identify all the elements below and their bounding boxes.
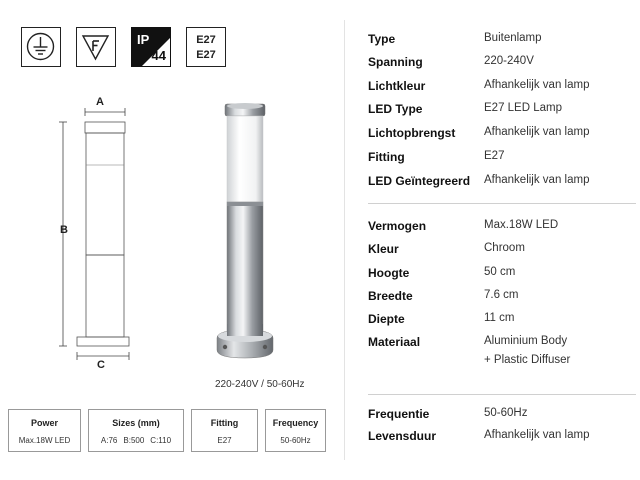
- spec-row-breedte: [368, 289, 638, 307]
- spec-key: Type: [368, 32, 396, 46]
- spec-value: Max.18W LED: [484, 219, 559, 231]
- section-divider: [368, 203, 636, 204]
- spec-value: Afhankelijk van lamp: [484, 429, 590, 441]
- spec-value: Chroom: [484, 242, 525, 254]
- f-mark-triangle-icon: [76, 27, 116, 67]
- spec-key: LED Geïntegreerd: [368, 174, 471, 188]
- dimension-label-c: C: [97, 359, 105, 371]
- spec-row-lichtopbrengst: [368, 126, 638, 144]
- fitting-badge-line2: E27: [196, 49, 216, 61]
- spec-value: Aluminium Body: [484, 335, 568, 347]
- spec-value: 7.6 cm: [484, 289, 519, 301]
- fitting-box: [191, 409, 258, 452]
- spec-key: Diepte: [368, 312, 405, 326]
- sizes-values: [89, 436, 183, 445]
- ip-rating-number: 44: [151, 48, 166, 63]
- spec-key: Fitting: [368, 150, 405, 164]
- spec-key: Frequentie: [368, 407, 430, 421]
- power-box: [8, 409, 81, 452]
- spec-row-frequentie: [368, 407, 638, 425]
- spec-value-line2: + Plastic Diffuser: [484, 354, 571, 366]
- spec-row-lichtkleur: [368, 79, 638, 97]
- spec-key: Lichtopbrengst: [368, 126, 456, 140]
- spec-key: Spanning: [368, 55, 423, 69]
- ip44-rating-badge: [131, 27, 171, 67]
- sizes-title: Sizes (mm): [112, 418, 160, 428]
- ip-label: IP: [137, 32, 150, 47]
- size-a: A:76: [100, 436, 118, 445]
- fitting-badge: [186, 27, 226, 67]
- dimension-label-a: A: [96, 96, 104, 108]
- product-photo: [205, 98, 285, 373]
- spec-row-led-type: [368, 102, 638, 120]
- spec-row-type: [368, 32, 638, 50]
- frequency-title: Frequency: [272, 418, 319, 428]
- spec-value: 220-240V: [484, 55, 534, 67]
- spec-value: Afhankelijk van lamp: [484, 174, 590, 186]
- fitting-value: E27: [217, 436, 232, 445]
- spec-row-materiaal: [368, 335, 638, 375]
- spec-row-kleur: [368, 242, 638, 260]
- fitting-title: Fitting: [210, 418, 239, 428]
- column-divider: [344, 20, 345, 460]
- sizes-box: [88, 409, 184, 452]
- frequency-box: [265, 409, 326, 452]
- spec-value: Buitenlamp: [484, 32, 542, 44]
- fitting-badge-line1: E27: [196, 34, 216, 46]
- section-divider: [368, 394, 636, 395]
- ground-symbol-icon: [21, 27, 61, 67]
- size-b: B:500: [123, 436, 145, 445]
- spec-value: Afhankelijk van lamp: [484, 126, 590, 138]
- spec-key: Materiaal: [368, 335, 421, 349]
- dimension-drawing: [55, 100, 205, 370]
- spec-key: LED Type: [368, 102, 423, 116]
- spec-value: 50 cm: [484, 266, 516, 278]
- spec-value: E27: [484, 150, 505, 162]
- spec-value: 50-60Hz: [484, 407, 528, 419]
- spec-row-levensduur: [368, 429, 638, 447]
- spec-key: Vermogen: [368, 219, 427, 233]
- spec-key: Kleur: [368, 242, 399, 256]
- power-title: Power: [30, 418, 58, 428]
- spec-row-vermogen: [368, 219, 638, 237]
- spec-key: Hoogte: [368, 266, 410, 280]
- spec-row-hoogte: [368, 266, 638, 284]
- power-value: Max.18W LED: [18, 436, 71, 445]
- spec-key: Breedte: [368, 289, 413, 303]
- spec-row-fitting: [368, 150, 638, 168]
- frequency-value: 50-60Hz: [280, 436, 311, 445]
- spec-key: Lichtkleur: [368, 79, 426, 93]
- photo-caption: 220-240V / 50-60Hz: [215, 379, 305, 390]
- spec-key: Levensduur: [368, 429, 437, 443]
- spec-row-spanning: [368, 55, 638, 73]
- spec-value: Afhankelijk van lamp: [484, 79, 590, 91]
- spec-row-diepte: [368, 312, 638, 330]
- dimension-label-b: B: [60, 224, 68, 236]
- spec-value: E27 LED Lamp: [484, 102, 562, 114]
- spec-row-led-geintegreerd: [368, 174, 638, 192]
- size-c: C:110: [150, 436, 172, 445]
- spec-value: 11 cm: [484, 312, 515, 324]
